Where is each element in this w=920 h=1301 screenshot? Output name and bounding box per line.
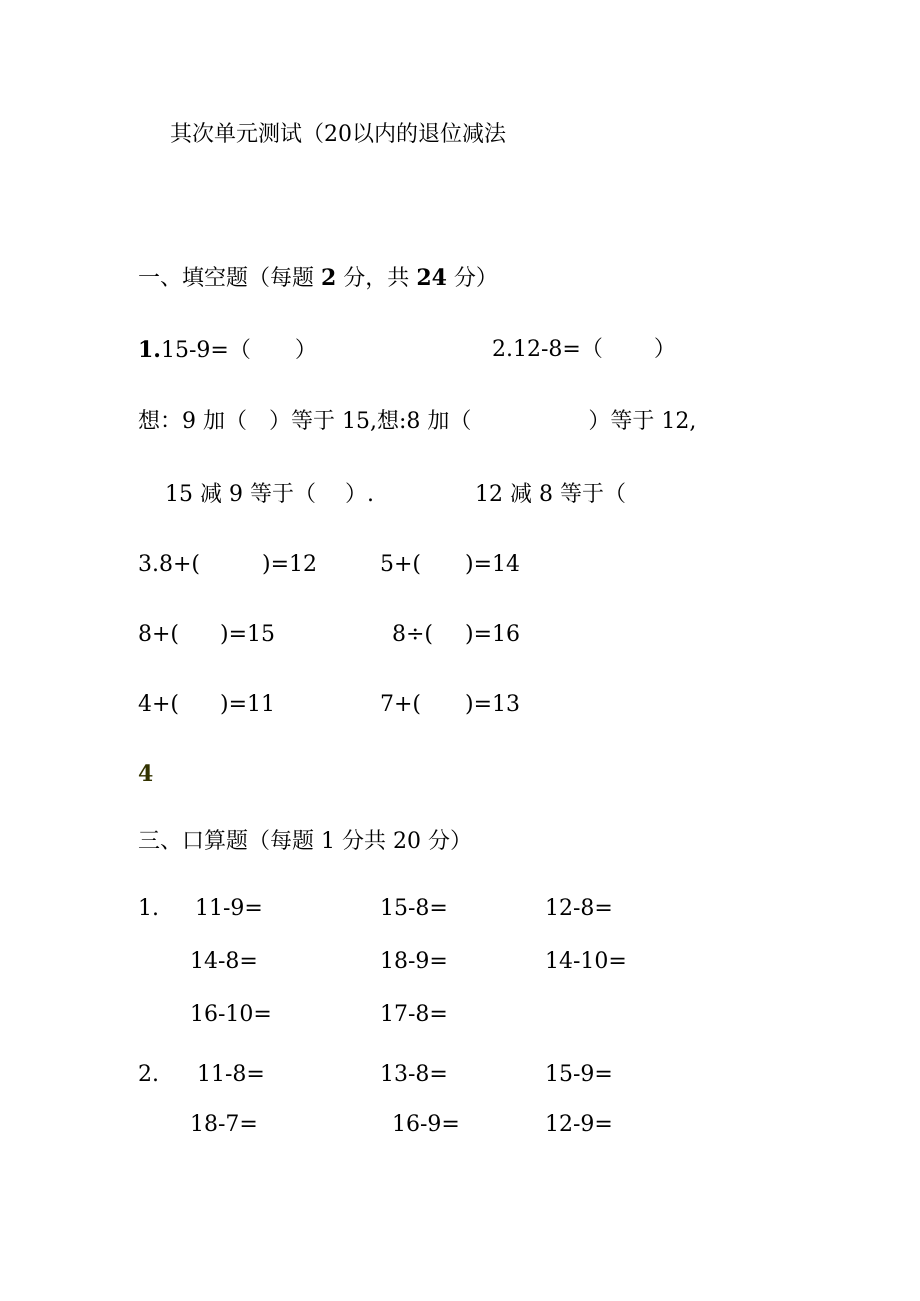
fill-row-2-a-left: 8+( [138, 622, 180, 647]
drill-item: 15-9= [545, 1062, 613, 1087]
drill-item: 14-8= [190, 949, 258, 974]
drill-item: 18-9= [380, 949, 448, 974]
fill-row-1-a-right: )=12 [262, 552, 318, 577]
fill-row-3-a-left: 4+( [138, 692, 180, 717]
drill-item: 14-10= [545, 949, 627, 974]
drill-item: 13-8= [380, 1062, 448, 1087]
drill-item: 11-8= [197, 1062, 265, 1087]
minus-line-b: 12 减 8 等于（ [475, 482, 626, 507]
question-1 [138, 339, 317, 362]
group-1-label: 1. [138, 896, 159, 921]
fill-row-3-a-right: )=11 [220, 692, 276, 717]
minus-line-a: 15 减 9 等于（ ）. [165, 482, 374, 507]
section3-heading: 三、口算题（每题 1 分共 20 分） [138, 829, 472, 854]
drill-item: 16-10= [190, 1002, 272, 1027]
fill-row-2-a-right: )=15 [220, 622, 276, 647]
fill-row-3-b-right: )=13 [465, 692, 521, 717]
think-line: 想：9 加（ ）等于 15,想:8 加（ ）等于 12, [138, 409, 697, 434]
fill-row-3-b-left: 7+( [380, 692, 422, 717]
fill-row-1-b-right: )=14 [465, 552, 521, 577]
drill-item: 11-9= [195, 896, 263, 921]
drill-item: 17-8= [380, 1002, 448, 1027]
question-1-expression: 15-9=（ ） [160, 338, 317, 363]
drill-item: 18-7= [190, 1112, 258, 1137]
fill-row-2-b-right: )=16 [465, 622, 521, 647]
section1-heading [138, 267, 498, 290]
page-title: 其次单元测试（20以内的退位减法 [170, 122, 506, 147]
question-1-number: 1. [138, 337, 161, 363]
drill-item: 16-9= [392, 1112, 460, 1137]
drill-item: 12-8= [545, 896, 613, 921]
fill-row-2-b-left: 8÷( [392, 622, 434, 647]
fill-row-1-b-left: 5+( [380, 552, 422, 577]
section1-total: 24 [416, 265, 447, 291]
section1-heading-post: 分） [446, 266, 498, 291]
group-2-label: 2. [138, 1062, 159, 1087]
drill-item: 15-8= [380, 896, 448, 921]
fill-row-1-a-left: 3.8+( [138, 552, 201, 577]
question-2: 2.12-8=（ ） [492, 337, 676, 362]
section1-heading-pre: 一、填空题（每题 [138, 266, 321, 291]
section-marker: 4 [138, 761, 154, 787]
section1-points: 2 [321, 265, 337, 291]
section1-heading-mid: 分，共 [336, 266, 417, 291]
drill-item: 12-9= [545, 1112, 613, 1137]
